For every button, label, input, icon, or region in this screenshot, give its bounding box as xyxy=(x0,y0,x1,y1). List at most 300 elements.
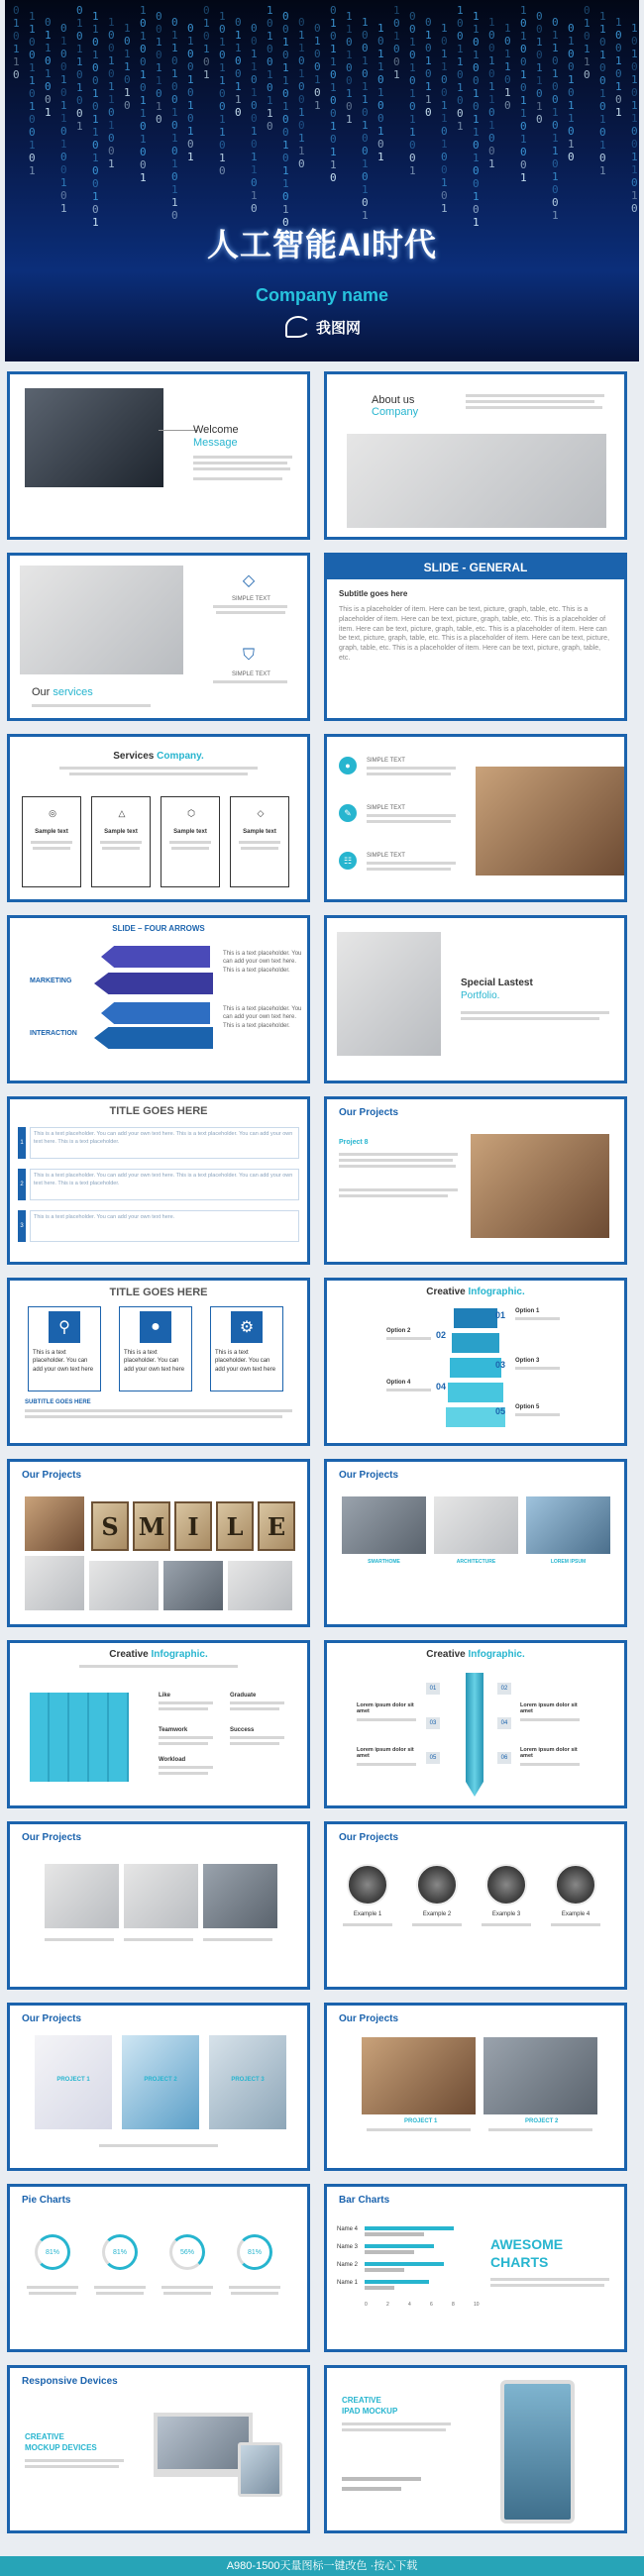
matrix-digit: 1 xyxy=(409,126,416,139)
arrow-description: This is a text placeholder. You can add your own text here. This is a text placeholder. xyxy=(223,951,302,974)
matrix-digit: 0 xyxy=(92,139,99,152)
matrix-digit: 1 xyxy=(631,189,638,202)
matrix-digit: 1 xyxy=(552,67,559,80)
matrix-digit: 1 xyxy=(362,183,369,196)
matrix-digit: 0 xyxy=(346,61,353,74)
item-title: SIMPLE TEXT xyxy=(367,758,405,764)
matrix-digit: 1 xyxy=(92,126,99,139)
matrix-digit: 1 xyxy=(425,54,432,67)
matrix-digit: 1 xyxy=(425,93,432,106)
placeholder-line xyxy=(159,1707,208,1710)
matrix-digit: 0 xyxy=(251,35,258,48)
placeholder-line xyxy=(367,814,456,817)
matrix-digit: 0 xyxy=(203,55,210,68)
matrix-digit: 1 xyxy=(393,30,400,43)
mockup-label: IPAD MOCKUP xyxy=(342,2407,398,2416)
matrix-digit: 1 xyxy=(235,29,242,42)
placeholder-line xyxy=(343,1923,392,1926)
card-icon: ● xyxy=(140,1311,171,1343)
card-icon: ⚙ xyxy=(231,1311,263,1343)
photo xyxy=(471,1134,609,1238)
matrix-digit: 1 xyxy=(251,189,258,202)
placeholder-line xyxy=(159,1772,208,1775)
matrix-digit: 1 xyxy=(45,29,52,42)
stack-block xyxy=(452,1333,499,1353)
matrix-digit: 1 xyxy=(441,138,448,151)
card-icon: ◇ xyxy=(257,807,265,818)
matrix-digit: 0 xyxy=(29,152,36,164)
matrix-digit: 1 xyxy=(536,61,543,74)
matrix-digit: 1 xyxy=(298,42,305,54)
slide-title: Our Projects xyxy=(22,1470,82,1481)
matrix-digit: 0 xyxy=(282,10,289,23)
matrix-digit: 0 xyxy=(457,107,464,120)
slide-title: SLIDE – FOUR ARROWS xyxy=(112,924,205,933)
matrix-digit: 0 xyxy=(156,10,162,23)
feature-label: Like xyxy=(159,1693,171,1699)
placeholder-line xyxy=(159,1766,213,1769)
photo-caption: LOREM IPSUM xyxy=(550,1559,587,1565)
matrix-digit: 1 xyxy=(171,132,178,145)
matrix-digit: 1 xyxy=(552,170,559,183)
matrix-digit: 0 xyxy=(568,125,575,138)
slide-infographic-cubes xyxy=(7,1640,310,1808)
matrix-digit: 0 xyxy=(568,22,575,35)
matrix-digit: 1 xyxy=(29,139,36,152)
option-label: Option 3 xyxy=(515,1358,540,1364)
photo xyxy=(25,1496,84,1551)
card-icon: ◎ xyxy=(49,807,56,818)
card-text: This is a text placeholder. You can add your own text here xyxy=(215,1350,276,1373)
matrix-digit: 1 xyxy=(346,10,353,23)
slide-header: SLIDE - GENERAL xyxy=(327,556,624,579)
slide-title: Our Projects xyxy=(339,1470,399,1481)
matrix-digit: 1 xyxy=(536,100,543,113)
matrix-digit: 0 xyxy=(60,189,67,202)
matrix-digit: 1 xyxy=(92,49,99,61)
matrix-digit: 0 xyxy=(393,55,400,68)
matrix-digit: 1 xyxy=(441,48,448,60)
matrix-digit: 0 xyxy=(156,113,162,126)
matrix-digit: 1 xyxy=(362,119,369,132)
sample-title: SIMPLE TEXT xyxy=(232,596,270,602)
matrix-digit: 0 xyxy=(520,43,527,55)
matrix-digit: 0 xyxy=(377,138,384,151)
photo xyxy=(347,434,606,528)
photo xyxy=(25,388,163,487)
info-label: Lorem ipsum dolor sit amet xyxy=(520,1747,578,1759)
placeholder-line xyxy=(29,2292,76,2295)
matrix-digit: 1 xyxy=(298,145,305,157)
matrix-digit: 1 xyxy=(140,133,147,146)
title-card xyxy=(210,1306,283,1391)
matrix-digit: 0 xyxy=(267,17,273,30)
matrix-digit: 0 xyxy=(584,4,590,17)
matrix-digit: 1 xyxy=(92,23,99,36)
matrix-digit: 1 xyxy=(536,36,543,49)
matrix-digit: 1 xyxy=(362,157,369,170)
matrix-digit: 1 xyxy=(409,113,416,126)
matrix-digit: 0 xyxy=(441,151,448,163)
matrix-digit: 0 xyxy=(599,74,606,87)
matrix-digit: 0 xyxy=(92,36,99,49)
placeholder-line xyxy=(230,1707,279,1710)
matrix-digit: 0 xyxy=(615,29,622,42)
matrix-digit: 0 xyxy=(124,73,131,86)
matrix-digit: 0 xyxy=(473,177,480,190)
pencil-graphic xyxy=(466,1673,483,1797)
matrix-digit: 1 xyxy=(568,138,575,151)
service-card xyxy=(230,796,289,887)
matrix-digit: 1 xyxy=(504,60,511,73)
matrix-digit: 0 xyxy=(171,54,178,67)
matrix-digit: 0 xyxy=(92,100,99,113)
matrix-digit: 0 xyxy=(314,48,321,60)
placeholder-line xyxy=(100,841,142,844)
matrix-digit: 0 xyxy=(171,93,178,106)
company-name: Company name xyxy=(255,285,389,305)
photo xyxy=(45,1864,119,1928)
axis-tick: 6 xyxy=(430,2302,433,2308)
matrix-digit: 1 xyxy=(13,43,20,55)
slide-title-cards xyxy=(7,1278,310,1446)
matrix-digit: 1 xyxy=(631,22,638,35)
matrix-digit: 1 xyxy=(520,94,527,107)
matrix-digit: 1 xyxy=(29,10,36,23)
matrix-digit: 0 xyxy=(552,93,559,106)
photo xyxy=(483,2037,597,2114)
letter-tile: L xyxy=(216,1501,254,1551)
matrix-digit: 0 xyxy=(631,60,638,73)
matrix-digit: 1 xyxy=(330,158,337,171)
matrix-digit: 1 xyxy=(108,157,115,170)
pie-chart xyxy=(237,2234,272,2270)
matrix-digit: 1 xyxy=(473,113,480,126)
matrix-digit: 0 xyxy=(362,29,369,42)
matrix-digit: 1 xyxy=(362,80,369,93)
photo xyxy=(25,1556,84,1610)
bar-name: Name 4 xyxy=(337,2226,359,2232)
matrix-digit: 0 xyxy=(314,86,321,99)
matrix-digit: 1 xyxy=(140,94,147,107)
item-icon: ✎ xyxy=(339,804,357,822)
arrow-shape xyxy=(101,946,210,968)
matrix-digit: 0 xyxy=(140,43,147,55)
matrix-digit: 1 xyxy=(504,86,511,99)
matrix-digit: 0 xyxy=(488,42,495,54)
stack-block xyxy=(448,1383,503,1402)
stack-block xyxy=(450,1358,501,1378)
matrix-digit: 0 xyxy=(330,4,337,17)
matrix-digit: 0 xyxy=(377,99,384,112)
slide-title: Our Projects xyxy=(22,2013,82,2024)
matrix-digit: 0 xyxy=(425,42,432,54)
matrix-digit: 1 xyxy=(631,99,638,112)
slide-title: Our Projects xyxy=(22,1832,82,1843)
matrix-digit: 1 xyxy=(473,126,480,139)
matrix-digit: 0 xyxy=(377,35,384,48)
placeholder-line xyxy=(96,2292,144,2295)
photo xyxy=(342,1496,426,1554)
matrix-digit: 0 xyxy=(298,54,305,67)
matrix-digit: 0 xyxy=(504,99,511,112)
matrix-digit: 0 xyxy=(441,163,448,176)
project-label: PROJECT 2 xyxy=(525,2118,559,2124)
matrix-digit: 0 xyxy=(346,36,353,49)
matrix-digit: 0 xyxy=(140,55,147,68)
matrix-digit: 0 xyxy=(187,22,194,35)
placeholder-line xyxy=(386,1337,431,1340)
matrix-digit: 1 xyxy=(76,120,83,133)
matrix-digit: 0 xyxy=(409,10,416,23)
shield-icon: ⛉ xyxy=(242,647,255,664)
matrix-digit: 1 xyxy=(251,86,258,99)
matrix-digit: 0 xyxy=(552,157,559,170)
slide-project-8 xyxy=(324,1096,627,1265)
placeholder-line xyxy=(551,1923,600,1926)
matrix-digit: 0 xyxy=(45,16,52,29)
matrix-digit: 1 xyxy=(631,48,638,60)
matrix-digit: 1 xyxy=(346,87,353,100)
matrix-digit: 1 xyxy=(156,36,162,49)
matrix-digit: 1 xyxy=(267,94,273,107)
slide-title: Creative Infographic. xyxy=(109,1649,208,1660)
matrix-digit: 1 xyxy=(441,60,448,73)
matrix-digit: 1 xyxy=(187,125,194,138)
matrix-digit: 0 xyxy=(298,119,305,132)
matrix-digit: 0 xyxy=(393,17,400,30)
photo-caption: SMARTHOME xyxy=(368,1559,400,1565)
placeholder-line xyxy=(515,1413,560,1416)
matrix-digit: 0 xyxy=(45,80,52,93)
placeholder-line xyxy=(231,2292,278,2295)
placeholder-line xyxy=(520,1763,580,1766)
row-text: This is a text placeholder. You can add your own text here. This is a text placeholder. You can add your own text here. This is a text placeholder. xyxy=(30,1127,299,1159)
matrix-digit: 0 xyxy=(235,16,242,29)
photo xyxy=(124,1864,198,1928)
matrix-digit: 0 xyxy=(568,151,575,163)
matrix-digit: 1 xyxy=(457,43,464,55)
brand-logo xyxy=(285,313,361,341)
matrix-digit: 1 xyxy=(552,132,559,145)
matrix-digit: 1 xyxy=(552,42,559,54)
matrix-digit: 1 xyxy=(631,73,638,86)
matrix-digit: 1 xyxy=(314,35,321,48)
slide-projects-examples xyxy=(324,1821,627,1990)
matrix-digit: 1 xyxy=(267,30,273,43)
matrix-digit: 1 xyxy=(92,190,99,203)
matrix-digit: 1 xyxy=(60,112,67,125)
matrix-digit: 0 xyxy=(631,86,638,99)
matrix-digit: 1 xyxy=(473,23,480,36)
matrix-digit: 1 xyxy=(473,152,480,164)
matrix-digit: 1 xyxy=(29,61,36,74)
bar xyxy=(365,2250,414,2254)
project-label: PROJECT 3 xyxy=(231,2077,265,2083)
matrix-digit: 0 xyxy=(457,30,464,43)
slide-projects-two xyxy=(324,2003,627,2171)
slide-title: TITLE GOES HERE xyxy=(109,1105,208,1117)
item-title: SIMPLE TEXT xyxy=(367,853,405,859)
matrix-digit: 0 xyxy=(108,132,115,145)
matrix-digit: 0 xyxy=(282,152,289,164)
photo xyxy=(20,566,183,674)
matrix-digit: 1 xyxy=(346,23,353,36)
card-title: Sample text xyxy=(173,829,207,835)
matrix-digit: 1 xyxy=(45,106,52,119)
matrix-digit: 1 xyxy=(473,190,480,203)
matrix-digit: 1 xyxy=(488,80,495,93)
matrix-digit: 0 xyxy=(171,209,178,222)
welcome-accent: Message xyxy=(193,437,238,449)
photo xyxy=(337,932,441,1056)
placeholder-line xyxy=(171,847,209,850)
matrix-digit: 0 xyxy=(377,73,384,86)
axis-tick: 2 xyxy=(386,2302,389,2308)
matrix-digit: 0 xyxy=(488,29,495,42)
matrix-digit: 0 xyxy=(425,106,432,119)
service-card xyxy=(22,796,81,887)
matrix-digit: 1 xyxy=(552,106,559,119)
arrow-description: This is a text placeholder. You can add your own text here. This is a text placeholder. xyxy=(223,1006,302,1029)
matrix-digit: 1 xyxy=(441,99,448,112)
matrix-digit: 0 xyxy=(362,170,369,183)
matrix-digit: 1 xyxy=(298,29,305,42)
matrix-digit: 0 xyxy=(298,16,305,29)
matrix-digit: 0 xyxy=(282,126,289,139)
matrix-digit: 0 xyxy=(267,55,273,68)
matrix-digit: 0 xyxy=(473,100,480,113)
matrix-digit: 0 xyxy=(251,22,258,35)
matrix-digit: 0 xyxy=(108,145,115,157)
matrix-digit: 0 xyxy=(568,86,575,99)
slide-general xyxy=(324,553,627,721)
matrix-digit: 0 xyxy=(552,183,559,196)
matrix-digit: 0 xyxy=(171,119,178,132)
matrix-digit: 1 xyxy=(13,17,20,30)
matrix-digit: 0 xyxy=(473,139,480,152)
matrix-digit: 0 xyxy=(171,16,178,29)
matrix-digit: 0 xyxy=(219,100,226,113)
placeholder-line xyxy=(159,1736,213,1739)
matrix-digit: 1 xyxy=(29,100,36,113)
matrix-digit: 1 xyxy=(282,36,289,49)
matrix-digit: 0 xyxy=(362,67,369,80)
matrix-digit: 0 xyxy=(156,87,162,100)
matrix-digit: 1 xyxy=(520,171,527,184)
matrix-digit: 1 xyxy=(171,157,178,170)
matrix-digit: 1 xyxy=(425,80,432,93)
matrix-digit: 1 xyxy=(473,216,480,229)
matrix-digit: 0 xyxy=(536,49,543,61)
matrix-digit: 1 xyxy=(171,29,178,42)
info-label: Lorem ipsum dolor sit amet xyxy=(357,1702,414,1714)
placeholder-line xyxy=(515,1317,560,1320)
matrix-digit: 1 xyxy=(124,60,131,73)
matrix-digit: 1 xyxy=(473,10,480,23)
matrix-digit: 0 xyxy=(92,74,99,87)
matrix-digit: 1 xyxy=(330,43,337,55)
placeholder-line xyxy=(230,1701,284,1704)
matrix-digit: 1 xyxy=(377,60,384,73)
example-label: Example 4 xyxy=(561,1911,590,1917)
feature-label: Teamwork xyxy=(159,1727,188,1733)
slide-projects-smile xyxy=(7,1459,310,1627)
slide-title: Pie Charts xyxy=(22,2195,71,2206)
matrix-digit: 1 xyxy=(599,23,606,36)
matrix-digit: 0 xyxy=(203,30,210,43)
matrix-digit: 0 xyxy=(45,54,52,67)
sample-title: SIMPLE TEXT xyxy=(232,671,270,677)
matrix-digit: 0 xyxy=(393,43,400,55)
axis-tick: 0 xyxy=(365,2302,368,2308)
matrix-digit: 0 xyxy=(76,107,83,120)
matrix-digit: 1 xyxy=(488,16,495,29)
body-text: This is a placeholder of item. Here can be text, picture, graph, table, etc. This is a placeholder of item. Here can be text, picture, graph, table, etc. This is a placeholder of item. Here can be text, picture, graph, table, etc. This is a placeholder of item. Here can be text, picture, graph, table, etc. This is a placeholder of item. Here can be text, picture, graph, table, etc. This is a placeholder of item. Here can be text, picture, graph, table, etc. xyxy=(339,606,610,662)
portfolio-accent: Portfolio. xyxy=(461,990,500,1001)
matrix-digit: 1 xyxy=(599,87,606,100)
matrix-digit: 0 xyxy=(441,125,448,138)
matrix-digit: 1 xyxy=(520,133,527,146)
matrix-digit: 1 xyxy=(60,138,67,151)
matrix-digit: 1 xyxy=(615,54,622,67)
matrix-digit: 0 xyxy=(298,80,305,93)
matrix-digit: 1 xyxy=(362,16,369,29)
card-title: Sample text xyxy=(35,829,68,835)
matrix-digit: 1 xyxy=(330,120,337,133)
placeholder-line xyxy=(161,2286,213,2289)
matrix-digit: 1 xyxy=(60,202,67,215)
matrix-digit: 0 xyxy=(108,29,115,42)
matrix-digit: 0 xyxy=(599,126,606,139)
services-title: Our services xyxy=(32,686,93,698)
matrix-digit: 1 xyxy=(219,61,226,74)
matrix-digit: 0 xyxy=(457,94,464,107)
matrix-digit: 1 xyxy=(235,93,242,106)
charts-title: CHARTS xyxy=(490,2254,549,2270)
slide-infographic-stack xyxy=(324,1278,627,1446)
matrix-digit: 0 xyxy=(441,73,448,86)
matrix-digit: 0 xyxy=(552,80,559,93)
matrix-digit: 1 xyxy=(362,209,369,222)
pie-value: 81% xyxy=(112,2248,127,2256)
matrix-digit: 1 xyxy=(108,119,115,132)
matrix-digit: 1 xyxy=(488,54,495,67)
card-icon: ⬡ xyxy=(187,807,195,818)
matrix-digit: 1 xyxy=(171,106,178,119)
matrix-digit: 0 xyxy=(60,86,67,99)
matrix-digit: 1 xyxy=(377,22,384,35)
matrix-digit: 1 xyxy=(282,139,289,152)
matrix-digit: 1 xyxy=(599,10,606,23)
option-number: 05 xyxy=(495,1406,506,1416)
slide-bar-charts xyxy=(324,2184,627,2352)
cover-title: 人工智能AI时代 xyxy=(206,227,437,262)
matrix-digit: 1 xyxy=(409,164,416,177)
matrix-digit: 0 xyxy=(203,4,210,17)
matrix-digit: 1 xyxy=(219,74,226,87)
slide-about xyxy=(324,371,627,540)
matrix-digit: 0 xyxy=(599,100,606,113)
matrix-digit: 1 xyxy=(60,176,67,189)
card-text: This is a text placeholder. You can add your own text here xyxy=(33,1350,94,1373)
matrix-digit: 1 xyxy=(330,55,337,68)
matrix-digit: 0 xyxy=(409,74,416,87)
matrix-digit: 0 xyxy=(330,133,337,146)
matrix-digit: 0 xyxy=(29,113,36,126)
matrix-digit: 0 xyxy=(60,60,67,73)
matrix-digit: 0 xyxy=(60,125,67,138)
